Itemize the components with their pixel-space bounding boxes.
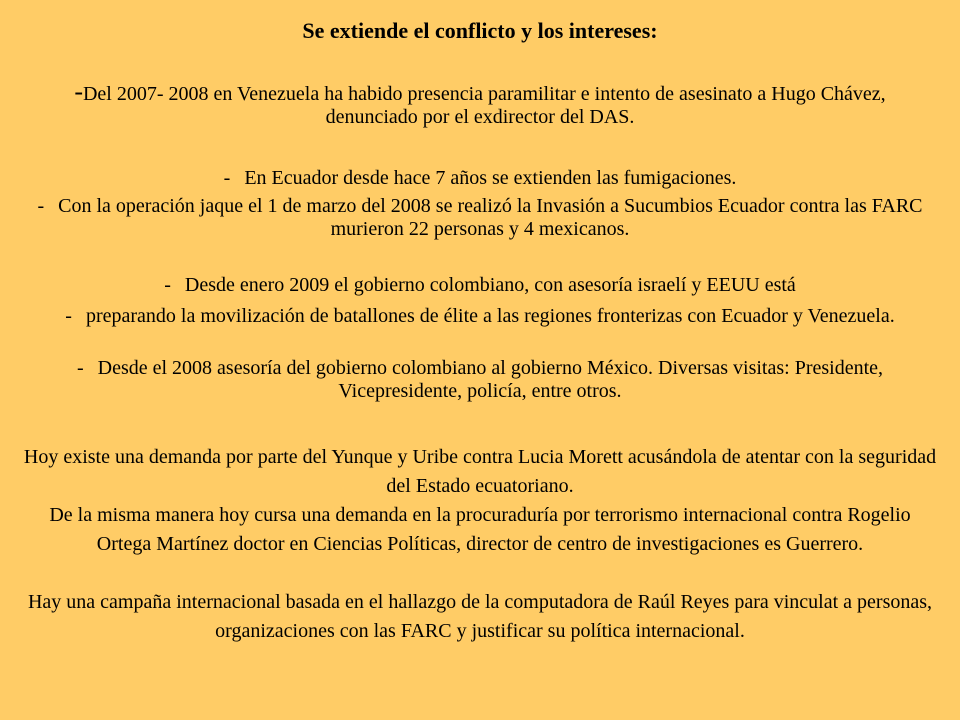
bullet-text: Con la operación jaque el 1 de marzo del 2008 se realizó la Invasión a Sucumbios Ecuador contra las FARC murieron 22 personas y 4 mexicanos. [58,195,923,240]
bullet-item [30,195,930,241]
intro-text: Del 2007- 2008 en Venezuela ha habido presencia paramilitar e intento de asesinato a Hugo Chávez, denunciado por el exdirector del DAS. [82,83,886,128]
closing-paragraph: De la misma manera hoy cursa una demanda en la procuraduría por terrorismo internacional contra Rogelio Ortega Martínez doctor en Ciencias Políticas, director de centro de investigaciones es Guerrero. [49,504,911,555]
bullet-text: En Ecuador desde hace 7 años se extienden las fumigaciones. [244,167,737,189]
closing-paragraph: Hoy existe una demanda por parte del Yunque y Uribe contra Lucia Morett acusándola de atentar con la seguridad del Estado ecuatoriano. [23,446,937,497]
bullet-dash: - [223,167,231,189]
bullet-item [30,167,930,190]
closing-paragraph: Hay una campaña internacional basada en el hallazgo de la computadora de Raúl Reyes para vinculat a personas, organizaciones con las FARC y justificar su política internacional. [27,591,933,642]
bullet-text: preparando la movilización de batallones de élite a las regiones fronterizas con Ecuador y Venezuela. [85,305,895,327]
intro-paragraph [40,77,920,129]
bullet-dash: - [76,357,84,379]
bullet-item [30,274,930,297]
bullet-dash: - [164,274,171,296]
bullet-dash: - [65,305,72,327]
bullet-text: Desde enero 2009 el gobierno colombiano, con asesoría israelí y EEUU está [184,274,796,296]
bullet-text: Desde el 2008 asesoría del gobierno colombiano al gobierno México. Diversas visitas: Presidente, Vicepresidente, policía, entre otros. [97,357,884,402]
slide-title: Se extiende el conflicto y los intereses: [302,18,658,43]
intro-dash: - [74,77,83,106]
bullet-item [30,305,930,328]
bullet-dash: - [37,195,45,217]
bullet-item [30,357,930,403]
